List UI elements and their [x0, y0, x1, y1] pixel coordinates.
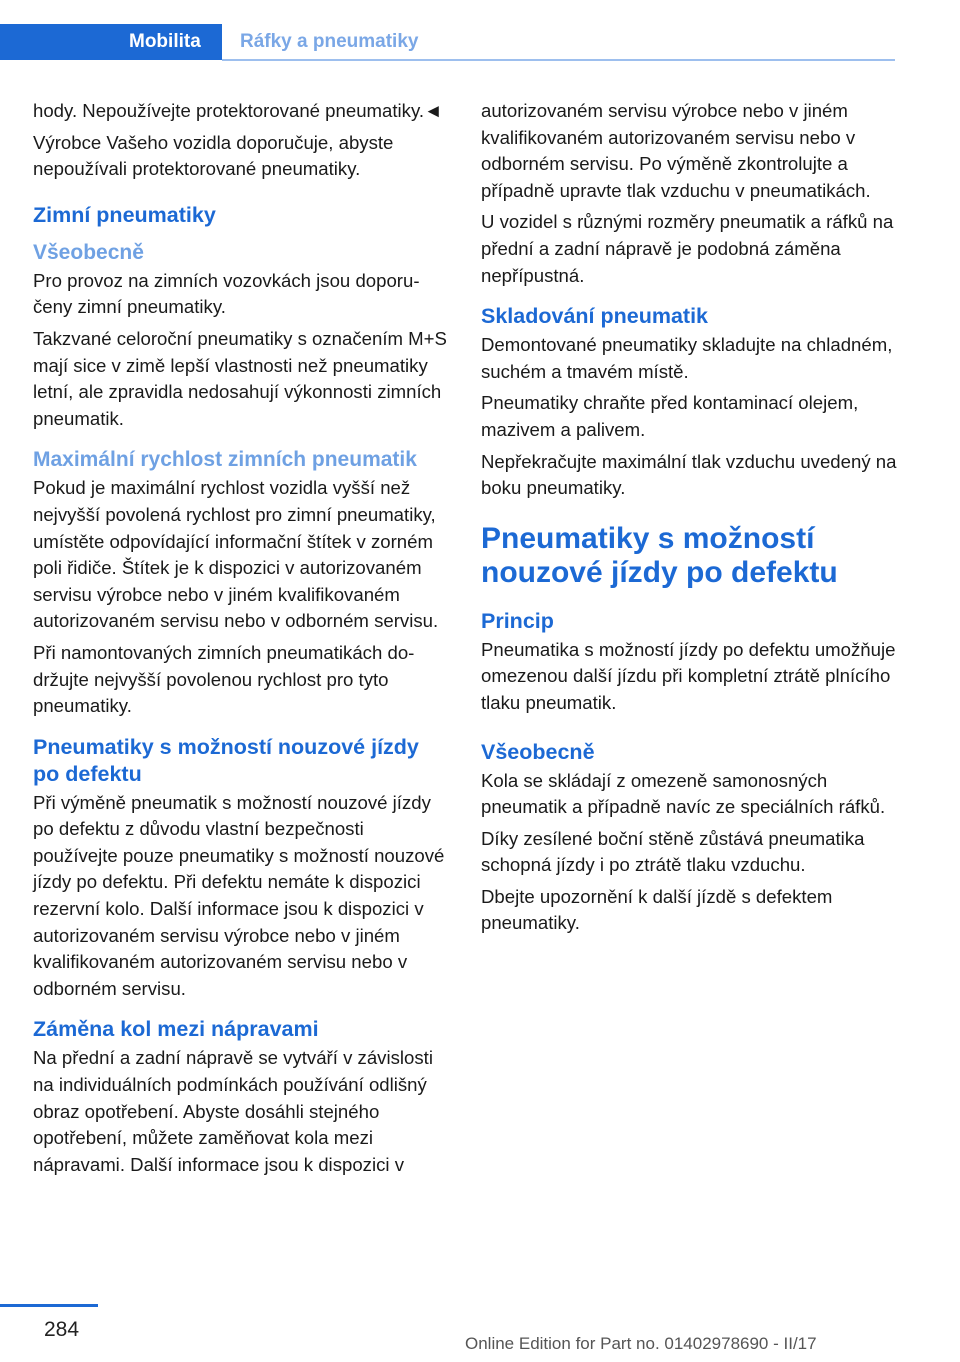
left-paragraph-2: Výrobce Vašeho vozidla doporučuje, abyste nepoužívali protektorované pneumatiky. — [33, 131, 394, 180]
heading-tire-storage: Skladování pneumatik — [481, 304, 709, 329]
left-column — [33, 98, 451, 1183]
left-paragraph-8: Na přední a zadní nápravě se vytváří v závislosti na individuálních podmínkách používání odlišný obraz opotřebení. Abyste dosáhli stejného opotřebení, můžete zaměňovat kola mezi nápravami. Další informace jsou k dispozici v — [33, 1047, 433, 1175]
right-paragraph-2: U vozidel s různými rozměry pneumatik a ráfků na přední a zadní nápravě je podobná záměna nepřípustná. — [481, 211, 894, 286]
edition-text: Online Edition for Part no. 01402978690 - II/17 — [465, 1334, 817, 1353]
right-paragraph-7: Kola se skládají z omezeně samonosných pneumatik a případně navíc ze speciálních ráfků. — [481, 769, 886, 818]
page-header — [0, 0, 960, 62]
right-paragraph-5: Nepřekračujte maximální tlak vzduchu uvedený na boku pneumatiky. — [481, 450, 897, 499]
left-paragraph-1: hody. Nepoužívejte protektorované pneumatiky.◄ — [33, 100, 443, 121]
heading-runflat-tires: Pneumatiky s možností nouzové jízdy po defektu — [33, 734, 419, 786]
right-paragraph-1: autorizovaném servisu výrobce nebo v jiném kvalifikovaném autorizovaném servisu nebo v odborném servisu. Po výměně zkontrolujte a případně upravte tlak vzduchu v pneumatikách. — [481, 100, 871, 201]
left-paragraph-5: Pokud je maximální rychlost vozidla vyšší než nejvyšší povolená rychlost pro zimní pneumatiky, umístěte odpovídající informační štítek v zorném poli řidiče. Štítek je k dispozici v autorizovaném servisu výrobce nebo v jiném kvalifikovaném autorizovaném servisu nebo v odborném servisu. — [33, 477, 439, 632]
heading-principle: Princip — [481, 608, 554, 633]
left-paragraph-3: Pro provoz na zimních vozovkách jsou doporučeny zimní pneumatiky. — [33, 269, 420, 318]
right-paragraph-9: Dbejte upozornění k další jízdě s defektem pneumatiky. — [481, 885, 833, 934]
heading-general: Všeobecně — [33, 240, 144, 264]
heading-winter-tires: Zimní pneumatiky — [33, 202, 216, 227]
header-divider — [222, 59, 895, 61]
chapter-tab[interactable]: Mobilita — [0, 24, 222, 60]
right-column — [481, 98, 899, 942]
heading-max-speed: Maximální rychlost zimních pneumatik — [33, 448, 417, 472]
right-paragraph-3: Demontované pneumatiky skladujte na chladném, suchém a tmavém místě. — [481, 334, 893, 382]
left-paragraph-7: Při výměně pneumatik s možností nouzové jízdy po defektu z důvodu vlastní bezpečnosti používejte pouze pneumatiky s možností nouzové jízdy po defektu. Při defektu nemáte k dispozici rezervní kolo. Další informace jsou k dispozici v autorizovaném servisu výrobce nebo v jiném kvalifikovaném autorizovaném servisu nebo v odborném servisu. — [33, 791, 445, 999]
main-heading-runflat: Pneumatiky s možností nouzové jízdy po defektu — [481, 521, 838, 589]
page-number: 284 — [44, 1318, 80, 1341]
left-paragraph-6: Při namontovaných zimních pneumatikách dodržujte nejvyšší povolenou rychlost pro tyto pneumatiky. — [33, 641, 415, 717]
section-tab[interactable]: Ráfky a pneumatiky — [240, 31, 419, 52]
right-paragraph-6: Pneumatika s možností jízdy po defektu umožňuje omezenou další jízdu při kompletní ztrátě plnícího tlaku pneumatik. — [481, 638, 896, 713]
footer-divider — [0, 1304, 98, 1307]
right-paragraph-4: Pneumatiky chraňte před kontaminací olejem, mazivem a palivem. — [481, 392, 859, 440]
heading-wheel-swap: Záměna kol mezi nápravami — [33, 1017, 319, 1042]
right-paragraph-8: Díky zesílené boční stěně zůstává pneumatika schopná jízdy i po ztrátě tlaku vzduchu. — [481, 827, 865, 876]
left-paragraph-4: Takzvané celoroční pneumatiky s označením M+S mají sice v zimě lepší vlastnosti než pneumatiky letní, ale zpravidla nedosahují výkonnosti zimních pneumatik. — [33, 327, 447, 429]
heading-general-runflat: Všeobecně — [481, 739, 595, 764]
